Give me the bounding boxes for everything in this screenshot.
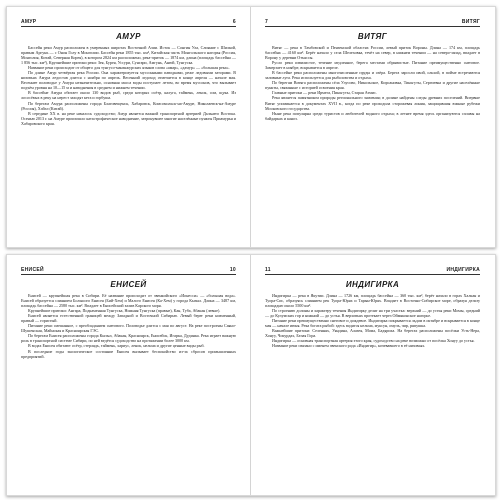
paragraph: Ныне река популярна среди туристов и любителей водного отдыха; в летнее время здесь организуются сплавы на байдарках и каноэ.: [265, 110, 480, 121]
page-number: 6: [232, 19, 236, 25]
page-number: 10: [229, 267, 236, 273]
page-10: [7, 255, 250, 495]
paragraph: Индигирка — основная транспортная артерия этого края, судоходство на реке возможно от посёлка Хонуу до устья.: [272, 338, 475, 344]
paragraph: Крупнейшие притоки: Ангара, Подкаменная Тунгуска, Нижняя Тунгуска (правые), Кан, Туба, Абакан (левые).: [28, 308, 221, 314]
running-title: АМУР: [21, 19, 37, 25]
paragraph: Название реки происходит от общего для тунгусо-маньчжурских языков слова «амар», «дамур» — «большая река».: [28, 65, 230, 71]
running-header: [21, 267, 236, 275]
paragraph: Река является памятником природы регионального значения; в долине найдены следы древних поселений. Впервые Витяг упоминается в документах XVII в., когда по реке проходила сторожевая линия, защищавшая южные рубежи Московского государства.: [265, 95, 480, 111]
paragraph: Енисей является естественной границей между Западной и Восточной Сибирью. Левый берег реки низменный, правый — гористый.: [21, 313, 236, 324]
paragraph: Питание реки смешанное, с преобладанием снегового. Половодье длится с мая по август. На реке построены Саяно-Шушенская, Майнская и Красноярская ГЭС.: [21, 323, 236, 334]
paragraph: По берегам Витяга расположены сёла Улусово, Никольское, Кирсановка, Тиньгуты, Сергиевка и другие населённые пункты, связанные с историей освоения края.: [265, 80, 480, 91]
paragraph: По длине Амур четвёртая река России. Она характеризуется муссонными паводками, реже ледовыми заторами. В низовьях Амура ледостав длится с ноября по апрель. Весенний ледоход отмечается в конце апреля — начале мая. Весеннее половодье у Амура незначительно, основная масса воды поступает летом, во время муссонов, что вызывает подъём уровня на 10—15 м и наводнения в среднем и нижнем течении.: [21, 70, 236, 91]
paragraph: По берегам Амура расположены города Благовещенск, Хабаровск, Комсомольск-на-Амуре, Николаевск-на-Амуре (Россия), Хэйхэ (Китай).: [21, 100, 236, 111]
page-6: [7, 7, 250, 247]
article-body: [21, 293, 236, 359]
book-spread-bottom: [6, 254, 496, 496]
book-spread-top: [6, 6, 496, 248]
running-title: ИНДИГИРКА: [446, 267, 480, 273]
paragraph: Индигирка — река в Якутии. Длина — 1726 км, площадь бассейна — 360 тыс. км², берёт начало в горах Халкан и Туора-Сис, образуясь слиянием рек Туора-Юрях и Тарын-Юрях. Впадает в Восточно-Сибирское море, образуя дельту площадью около 5500 км².: [265, 293, 480, 309]
article-body: [21, 45, 236, 126]
article-body: [265, 293, 480, 349]
paragraph: Витяг — река в Тамбовской и Пензенской областях России, левый приток Вороны. Длина — 174 км, площадь бассейна — 4160 км². Берёт начало у села Шелеховка, течёт на север, в нижнем течении — на северо-запад, впадает в Ворону у деревни Отъяссы.: [265, 45, 480, 61]
paragraph: По строению долины и характеру течения Индигирку делят на три участка: верхний — до устья реки Момы, средний — до Кулумских гор и нижний — до устья. В верховьях протекает через Оймяконское нагорье.: [265, 308, 480, 319]
paragraph: В бассейне реки расположены многочисленные пруды и озёра. Берега заросли ивой, ольхой, в пойме встречаются заливные луга. Река используется для рыболовства и отдыха.: [265, 70, 480, 81]
article-title: АМУР: [116, 32, 141, 41]
paragraph: Питание реки преимущественно снеговое и дождевое. Индигирка покрывается льдом в октябре и вскрывается в конце мая — начале июня. Река богата рыбой: здесь водятся нельма, муксун, омуль, чир, ряпушка.: [265, 318, 480, 329]
paragraph: Бассейн реки Амур расположен в умеренных широтах Восточной Азии. Исток — Сонгин Ула, Слияние с Шилкой, правым Аргунь — с Онон Голу в Монголии. Бассейн реки 1855 тыс. км², Китайская часть Монгольского нагорья (Россия, Монголия, Китай, Северная Корея), в котором 2824 км расположено, река-приток — 1874 км, длина (площадь бассейна — 1 856 тыс. км²), Крупнейшие притоки реки: Зея, Бурея, Уссури, Сунгари, Амгунь, Анюй, Тунгуска.: [21, 45, 236, 66]
paragraph: По берегам Енисея расположены города Кызыл, Абакан, Красноярск, Енисейск, Игарка, Дудинка. Река играет важную роль в транспортной системе Сибири, по ней ведётся судоходство на протяжении более 3000 км.: [21, 333, 236, 344]
paragraph: В последние годы экологическое состояние Енисея вызывает беспокойство из-за сбросов промышленных предприятий.: [21, 348, 236, 359]
page-7: [251, 7, 494, 247]
running-header: [265, 19, 480, 27]
running-title: ВИТЯГ: [461, 19, 480, 25]
running-header: [265, 267, 480, 275]
paragraph: В бассейне Амура обитает около 130 видов рыб, среди которых осётр, калуга, таймень, ленок, сом, щука. Из лососёвых в реку на нерест заходят кета и горбуша.: [21, 90, 236, 101]
paragraph: Главные притоки — реки Ирмега, Пиньгуты, Старая Атмис.: [272, 90, 377, 96]
page-number: 11: [265, 267, 271, 273]
article-title: ЕНИСЕЙ: [110, 280, 147, 289]
running-title: ЕНИСЕЙ: [21, 267, 44, 273]
paragraph: Название реки связано с именем эвенского рода «Индигир», кочевавшего в её низовьях.: [272, 343, 426, 349]
paragraph: Енисей — крупнейшая река в Сибири. Её название происходит от эвенкийского «Ионесси» — «большая вода». Енисей образуется слиянием Большого Енисея (Бий-Хем) и Малого Енисея (Ка-Хем) у города Кызыл. Длина — 3487 км, площадь бассейна — 2580 тыс. км². Впадает в Енисейский залив Карского моря.: [21, 293, 236, 309]
article-title: ВИТЯГ: [357, 32, 388, 41]
running-header: [21, 19, 236, 27]
article-title: ИНДИГИРКА: [345, 280, 400, 289]
article-body: [265, 45, 480, 121]
paragraph: В водах Енисея обитают осётр, стерлядь, таймень, хариус, ленок, нельма и другие ценные виды рыб.: [28, 343, 205, 349]
page-number: 7: [265, 19, 269, 25]
paragraph: В середине XX в. на реке началось судоходство; Амур является важной транспортной артерией Дальнего Востока. Осенью 2013 г. на Амуре произошло катастрофическое наводнение, затронувшее многие населённые пункты Приамурья и Хабаровского края.: [21, 110, 236, 126]
page-11: [251, 255, 494, 495]
paragraph: Важнейшие притоки: Селеннях, Уяндина, Алазея, Момa, Бадяриха. На берегах расположены посёлки Усть-Нера, Хонуу, Чокурдах, Белая Гора.: [265, 328, 480, 339]
paragraph: Русло реки извилистое, течение медленное, берега местами обрывистые. Питание преимущественно снеговое. Замерзает в ноябре, вскрывается в апреле.: [265, 60, 480, 71]
